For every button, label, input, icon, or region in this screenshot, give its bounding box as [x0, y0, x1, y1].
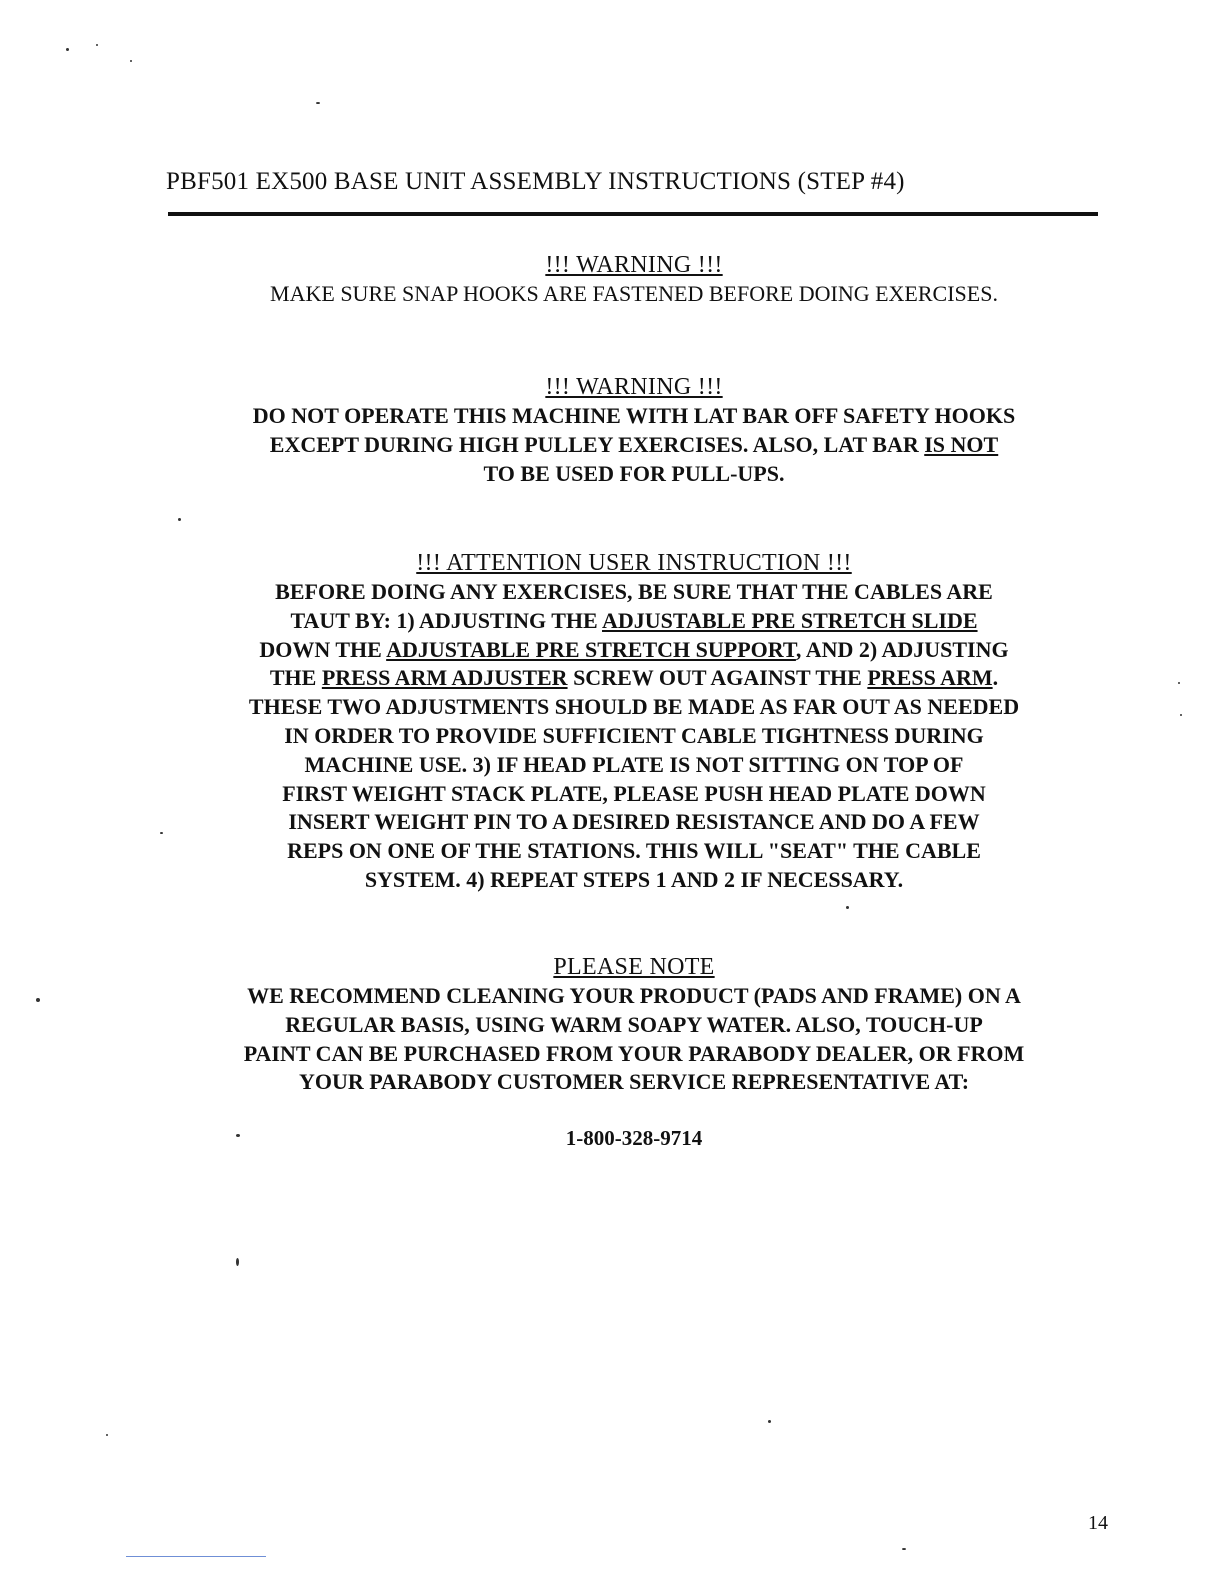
warning-heading: !!! WARNING !!! — [545, 252, 723, 278]
scan-artifact-line — [126, 1556, 266, 1557]
part-name-pre-stretch-support: ADJUSTABLE PRE STRETCH SUPPORT — [386, 636, 796, 662]
attention-user-instruction — [150, 548, 1118, 895]
scan-speck — [178, 518, 181, 521]
page-number: 14 — [1088, 1512, 1108, 1534]
attention-heading: !!! ATTENTION USER INSTRUCTION !!! — [416, 550, 852, 576]
instruction-segment: THE — [269, 665, 322, 691]
instruction-line — [150, 664, 1118, 693]
part-name-press-arm-adjuster: PRESS ARM ADJUSTER — [321, 665, 568, 691]
scan-speck — [846, 906, 849, 909]
customer-service-phone: 1-800-328-9714 — [565, 1126, 703, 1150]
instruction-line: THESE TWO ADJUSTMENTS SHOULD BE MADE AS FAR OUT AS NEEDED — [248, 694, 1020, 720]
scan-speck — [106, 1434, 108, 1436]
instruction-segment: SCREW OUT AGAINST THE — [567, 665, 868, 691]
instruction-line — [150, 607, 1118, 636]
instruction-segment: , AND 2) ADJUSTING — [795, 636, 1009, 662]
warning-text-segment: EXCEPT DURING HIGH PULLEY EXERCISES. ALSO, LAT BAR — [269, 431, 925, 457]
instruction-line: INSERT WEIGHT PIN TO A DESIRED RESISTANCE AND DO A FEW — [288, 809, 980, 835]
note-line: YOUR PARABODY CUSTOMER SERVICE REPRESENTATIVE AT: — [298, 1069, 970, 1095]
note-line: PAINT CAN BE PURCHASED FROM YOUR PARABODY DEALER, OR FROM — [243, 1040, 1025, 1066]
instruction-line: IN ORDER TO PROVIDE SUFFICIENT CABLE TIGHTNESS DURING — [284, 722, 984, 748]
instruction-segment: TAUT BY: 1) ADJUSTING THE — [290, 607, 603, 633]
scan-speck — [36, 998, 40, 1002]
emphasis-text: IS NOT — [924, 431, 999, 457]
scan-speck — [236, 1258, 239, 1266]
instruction-line — [150, 636, 1118, 665]
part-name-pre-stretch-slide: ADJUSTABLE PRE STRETCH SLIDE — [602, 607, 978, 633]
warning-lat-bar — [150, 372, 1118, 488]
note-line: WE RECOMMEND CLEANING YOUR PRODUCT (PADS AND FRAME) ON A — [247, 983, 1021, 1008]
note-heading: PLEASE NOTE — [553, 954, 715, 980]
scan-speck — [160, 832, 163, 834]
instruction-line: SYSTEM. 4) REPEAT STEPS 1 AND 2 IF NECESSARY. — [364, 866, 904, 892]
part-name-press-arm: PRESS ARM — [867, 665, 993, 691]
scan-speck — [236, 1134, 240, 1137]
instruction-segment: . — [992, 665, 999, 691]
document-title: PBF501 EX500 BASE UNIT ASSEMBLY INSTRUCTIONS (STEP #4) — [166, 168, 905, 195]
scan-speck — [96, 44, 98, 46]
warning-text-line — [150, 431, 1118, 460]
scan-speck — [1180, 714, 1182, 716]
scan-speck — [902, 1548, 906, 1550]
title-divider — [168, 212, 1098, 216]
note-line: REGULAR BASIS, USING WARM SOAPY WATER. ALSO, TOUCH-UP — [285, 1011, 983, 1037]
instruction-line: MACHINE USE. 3) IF HEAD PLATE IS NOT SITTING ON TOP OF — [304, 751, 964, 777]
scan-speck — [768, 1420, 771, 1423]
instruction-line: BEFORE DOING ANY EXERCISES, BE SURE THAT THE CABLES ARE — [275, 579, 993, 604]
warning-heading: !!! WARNING !!! — [545, 374, 723, 400]
scan-speck — [316, 102, 320, 104]
warning-text-line: DO NOT OPERATE THIS MACHINE WITH LAT BAR OFF SAFETY HOOKS — [252, 403, 1016, 428]
scan-speck — [1178, 682, 1180, 684]
warning-text-line: TO BE USED FOR PULL-UPS. — [483, 460, 785, 486]
scan-speck — [66, 48, 69, 51]
instruction-line: REPS ON ONE OF THE STATIONS. THIS WILL "SEAT" THE CABLE — [287, 838, 981, 864]
instruction-segment: DOWN THE — [259, 636, 387, 662]
warning-snap-hooks — [150, 250, 1118, 309]
warning-text: MAKE SURE SNAP HOOKS ARE FASTENED BEFORE DOING EXERCISES. — [270, 281, 998, 306]
please-note — [150, 952, 1118, 1097]
scan-speck — [130, 60, 132, 62]
instruction-line: FIRST WEIGHT STACK PLATE, PLEASE PUSH HEAD PLATE DOWN — [282, 780, 986, 806]
